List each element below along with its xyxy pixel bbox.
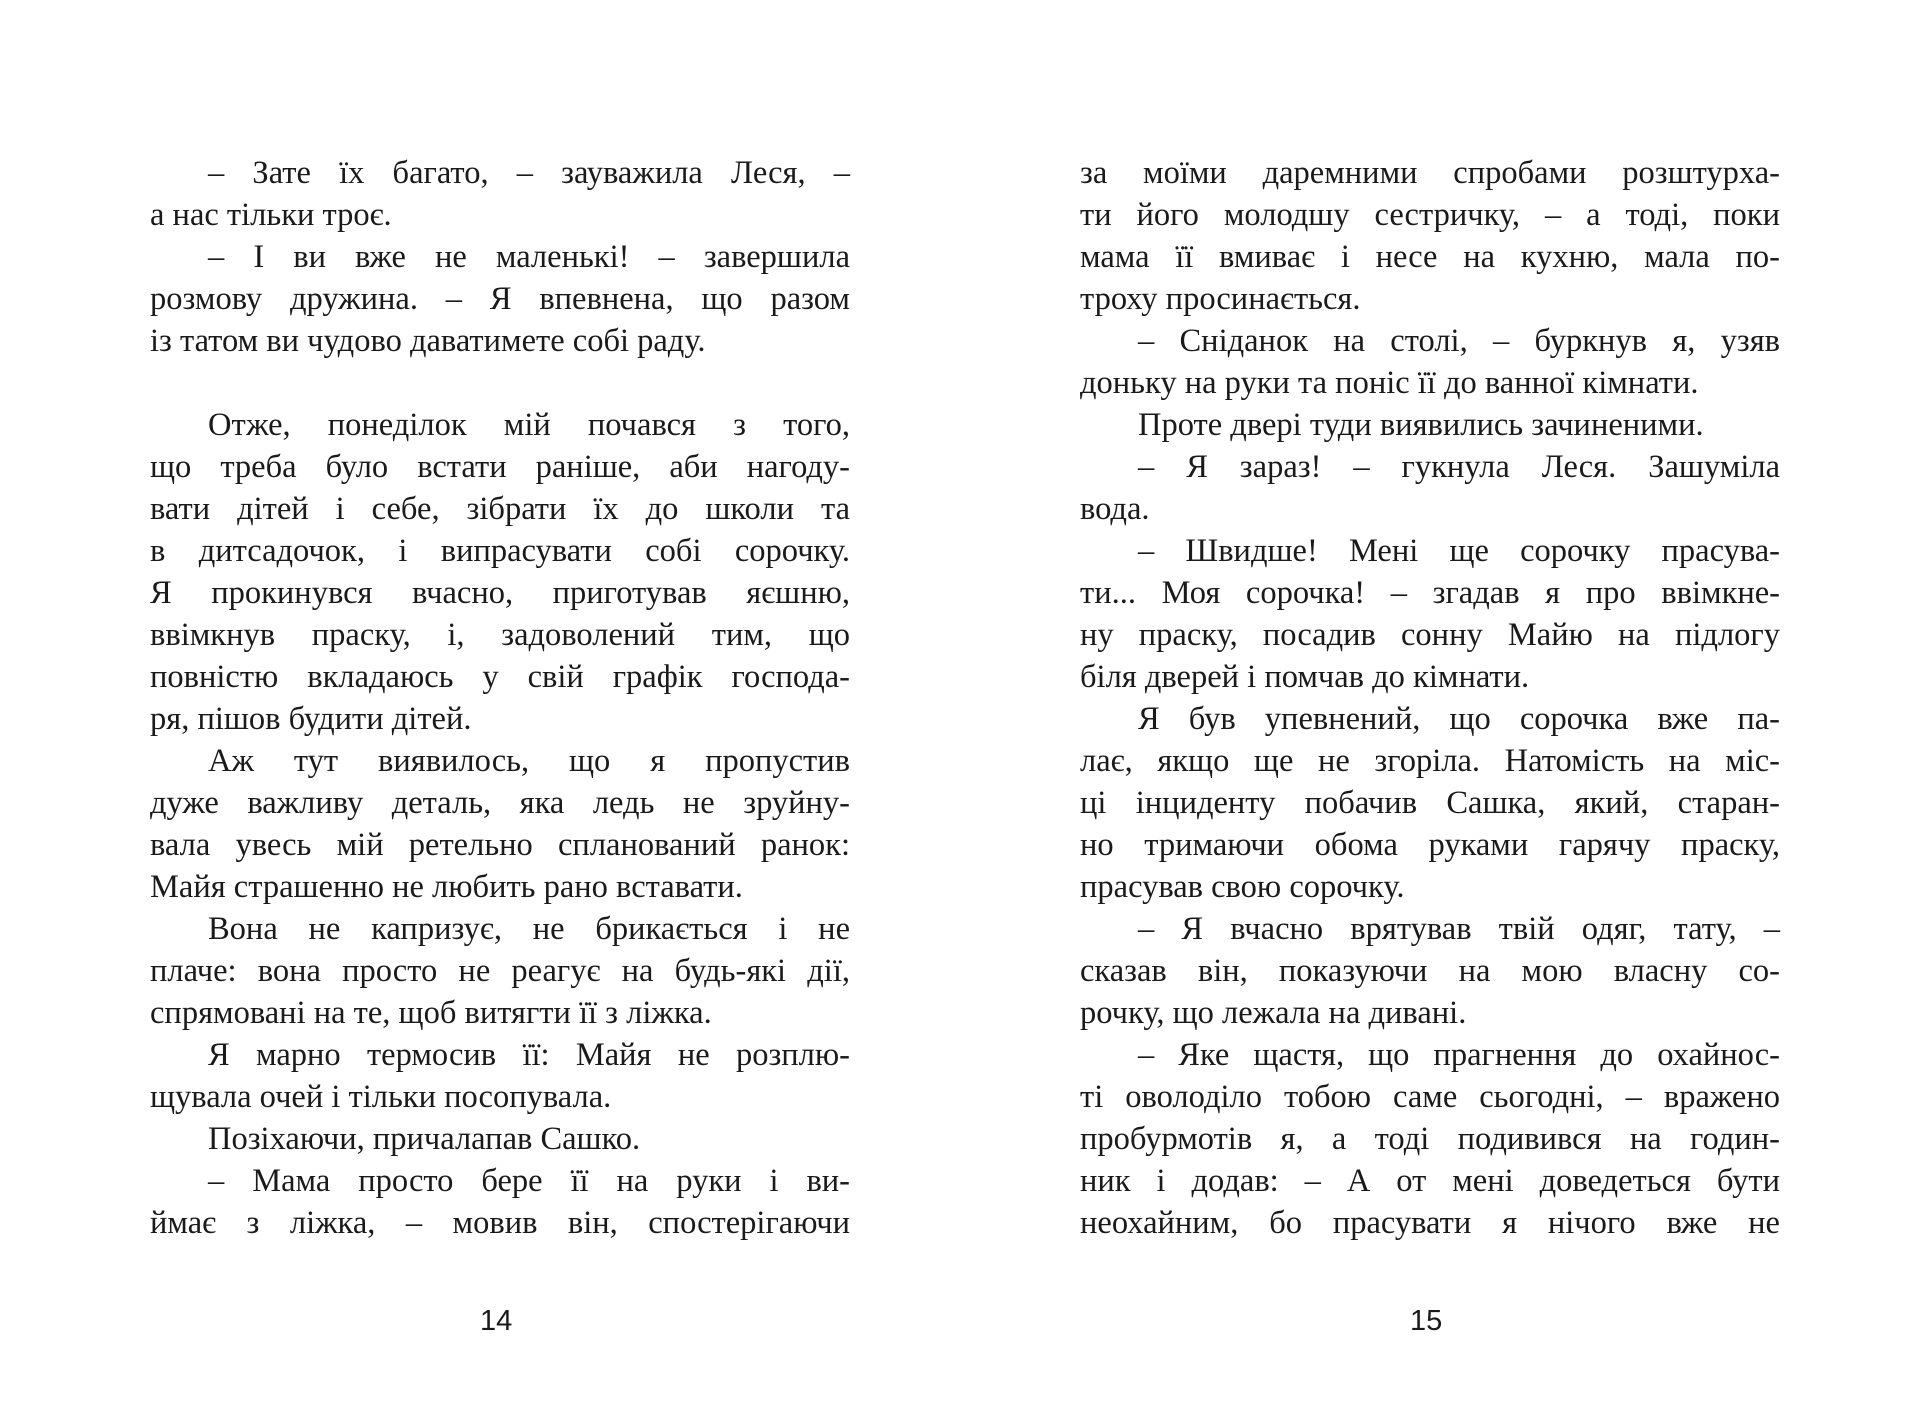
text-line: Я був упевнений, що сорочка вже па- [1138, 701, 1780, 737]
text-line: Вона не капризує, не брикається і не [208, 911, 850, 947]
text-line: – І ви вже не маленькі! – завершила [208, 239, 850, 275]
left-page-number: 14 [480, 1305, 513, 1337]
text-line: – Швидше! Мені ще сорочку прасува- [1138, 533, 1780, 569]
text-line: щувала очей і тільки посопувала. [150, 1079, 612, 1115]
text-line: ці інциденту побачив Сашка, який, старан- [1080, 785, 1780, 821]
text-line: доньку на руки та поніс її до ванної кімнати. [1080, 365, 1699, 401]
text-line: дуже важливу деталь, яка ледь не зруйну- [150, 785, 850, 821]
text-line: – Зате їх багато, – зауважила Леся, – [208, 155, 850, 191]
text-line: повністю вкладаюсь у свій графік господа- [150, 659, 850, 695]
text-line: ну праску, посадив сонну Майю на підлогу [1080, 617, 1780, 653]
text-line: но тримаючи обома руками гарячу праску, [1080, 827, 1780, 863]
text-line: розмову дружина. – Я впевнена, що разом [150, 281, 850, 317]
text-line: ті оволоділо тобою саме сьогодні, – вражено [1080, 1079, 1780, 1115]
text-line: ти... Моя сорочка! – згадав я про ввімкне- [1080, 575, 1780, 611]
text-line: біля дверей і помчав до кімнати. [1080, 659, 1530, 695]
right-page-number: 15 [1410, 1305, 1443, 1337]
text-line: за моїми даремними спробами розштурха- [1080, 155, 1780, 191]
text-line: Отже, понеділок мій почався з того, [208, 407, 850, 443]
text-line: пробурмотів я, а тоді подивився на годин- [1080, 1121, 1780, 1157]
text-line: вода. [1080, 491, 1150, 527]
text-line: – Я зараз! – гукнула Леся. Зашуміла [1138, 449, 1780, 485]
text-line: ря, пішов будити дітей. [150, 701, 472, 737]
left-page-text [150, 152, 850, 1244]
text-line: Позіхаючи, причалапав Сашко. [208, 1121, 641, 1157]
text-line: прасував свою сорочку. [1080, 869, 1405, 905]
text-line: – Я вчасно врятував твій одяг, тату, – [1138, 911, 1780, 947]
text-line: вати дітей і себе, зібрати їх до школи та [150, 491, 850, 527]
text-line: – Яке щастя, що прагнення до охайнос- [1138, 1037, 1780, 1073]
text-line: в дитсадочок, і випрасувати собі сорочку. [150, 533, 850, 569]
text-line: Я марно термосив її: Майя не розплю- [208, 1037, 850, 1073]
text-line: Проте двері туди виявились зачиненими. [1138, 407, 1704, 443]
text-line: Майя страшенно не любить рано вставати. [150, 869, 743, 905]
right-page-text [1080, 152, 1780, 1244]
text-line: із татом ви чудово даватимете собі раду. [150, 323, 706, 359]
text-line: ник і додав: – А от мені доведеться бути [1080, 1163, 1780, 1199]
text-line: ввімкнув праску, і, задоволений тим, що [150, 617, 850, 653]
text-line: що треба було встати раніше, аби нагоду- [150, 449, 850, 485]
text-line: рочку, що лежала на дивані. [1080, 995, 1467, 1031]
text-line: ймає з ліжка, – мовив він, спостерігаючи [150, 1205, 850, 1241]
text-line: вала увесь мій ретельно спланований ранок: [150, 827, 850, 863]
text-line: Я прокинувся вчасно, приготував яєшню, [150, 575, 850, 611]
text-line: плаче: вона просто не реагує на будь-які дії, [150, 953, 850, 989]
text-line: спрямовані на те, щоб витягти її з ліжка. [150, 995, 712, 1031]
text-line: ти його молодшу сестричку, – а тоді, поки [1080, 197, 1780, 233]
text-line: сказав він, показуючи на мою власну со- [1080, 953, 1780, 989]
text-line: а нас тільки троє. [150, 197, 392, 233]
text-line: – Мама просто бере її на руки і ви- [208, 1163, 850, 1199]
text-line: лає, якщо ще не згоріла. Натомість на міс- [1080, 743, 1780, 779]
text-line: мама її вмиває і несе на кухню, мала по- [1080, 239, 1780, 275]
text-line: Аж тут виявилось, що я пропустив [208, 743, 850, 779]
paragraph-break [150, 362, 850, 404]
text-line: троху просинається. [1080, 281, 1361, 317]
text-line: неохайним, бо прасувати я нічого вже не [1080, 1205, 1780, 1241]
text-line: – Сніданок на столі, – буркнув я, узяв [1138, 323, 1780, 359]
